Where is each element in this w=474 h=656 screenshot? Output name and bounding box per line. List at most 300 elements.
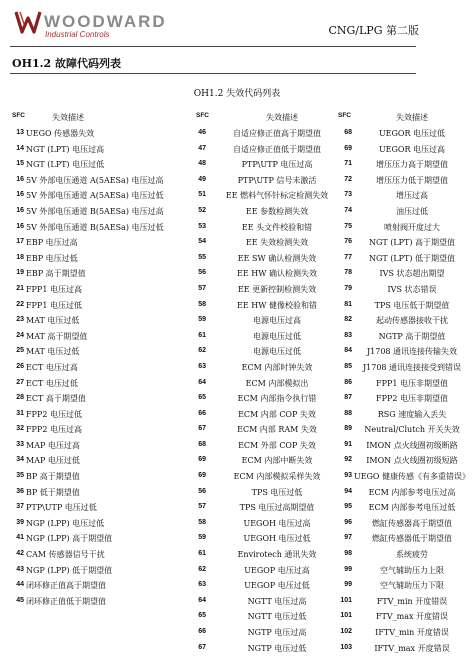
sfc-code: 103	[340, 643, 352, 651]
table-row	[338, 391, 474, 407]
fault-description: NGTP 电压过低	[247, 643, 307, 653]
sfc-code: 14	[16, 144, 24, 152]
table-row	[196, 220, 346, 236]
sfc-code: 87	[344, 394, 352, 402]
sfc-code: 16	[16, 191, 24, 199]
sfc-code: 61	[198, 331, 206, 339]
table-row	[12, 391, 182, 407]
table-row	[12, 453, 182, 469]
fault-description: J1708 通讯连接传输失效	[366, 347, 458, 357]
table-row	[12, 578, 182, 594]
fault-description: NGTT 电压过低	[247, 612, 307, 622]
table-row	[12, 547, 182, 563]
sfc-code: 54	[198, 238, 206, 246]
fault-description: EE 参数检测失效	[245, 206, 309, 216]
sfc-code: 43	[16, 565, 24, 573]
table-row	[196, 173, 346, 189]
table-row	[196, 500, 346, 516]
sfc-code: 97	[344, 534, 352, 542]
table-row	[338, 469, 474, 485]
table-row	[196, 282, 346, 298]
table-row	[12, 485, 182, 501]
table-row	[12, 329, 182, 345]
sfc-code: 32	[16, 425, 24, 433]
sfc-code: 93	[344, 472, 352, 480]
fault-description: NGP (LPP) 电压过低	[26, 518, 105, 528]
sfc-code: 16	[16, 206, 24, 214]
sfc-code: 33	[16, 440, 24, 448]
table-row	[196, 235, 346, 251]
sfc-code: 69	[344, 144, 352, 152]
fault-description: ECM 内部中断失效	[241, 456, 313, 466]
table-row	[196, 204, 346, 220]
sfc-code: 56	[198, 487, 206, 495]
table-row	[12, 235, 182, 251]
sfc-code: 73	[344, 191, 352, 199]
fault-description: IMON 点火线圈初级断路	[366, 440, 458, 450]
sfc-code: 92	[344, 456, 352, 464]
sfc-code: 72	[344, 175, 352, 183]
sfc-code: 81	[344, 300, 352, 308]
sfc-code: 18	[16, 253, 24, 261]
fault-description: PTP\UTP 信号未激活	[237, 175, 317, 185]
fault-description: NGP (LPP) 高于期望值	[26, 534, 113, 544]
desc-header: 失效描述	[52, 113, 84, 122]
sfc-code: 24	[16, 331, 24, 339]
sfc-code: 45	[16, 596, 24, 604]
sfc-code: 25	[16, 347, 24, 355]
sfc-code: 88	[344, 409, 352, 417]
sfc-code: 99	[344, 565, 352, 573]
fault-description: BP 低于期望值	[26, 487, 80, 497]
table-row	[338, 188, 474, 204]
fault-description: EBP 电压过低	[26, 253, 78, 263]
sfc-code: 75	[344, 222, 352, 230]
table-row	[12, 157, 182, 173]
table-row	[12, 313, 182, 329]
fault-description: 喷射阀开度过大	[384, 222, 440, 232]
table-row	[12, 126, 182, 142]
table-row	[338, 298, 474, 314]
sfc-header: SFC	[338, 112, 351, 119]
table-row	[338, 594, 474, 610]
sfc-header: SFC	[12, 112, 25, 119]
fault-description: 起动传感器接收干扰	[376, 316, 448, 326]
sfc-code: 95	[344, 503, 352, 511]
sfc-code: 58	[198, 518, 206, 526]
sfc-code: 27	[16, 378, 24, 386]
fault-description: ECM 内部模拟出	[245, 378, 309, 388]
table-row	[12, 188, 182, 204]
fault-description: MAT 电压过低	[26, 347, 80, 357]
fault-description: 5V 外部电压通道 A(5AESa) 电压过高	[26, 175, 164, 185]
sfc-code: 61	[198, 550, 206, 558]
table-row	[196, 563, 346, 579]
section-rule	[10, 73, 416, 74]
table-row	[12, 142, 182, 158]
sfc-code: 41	[16, 534, 24, 542]
sfc-code: 37	[16, 503, 24, 511]
fault-description: 闭环修正值高于期望值	[26, 581, 106, 591]
sfc-code: 59	[198, 534, 206, 542]
fault-description: PTP\UTP 电压过高	[241, 160, 313, 170]
fault-description: FPP2 电压非期望值	[376, 394, 448, 404]
sfc-code: 62	[198, 347, 206, 355]
sfc-code: 16	[16, 175, 24, 183]
fault-description: EE HW 确认检测失效	[237, 269, 317, 279]
table-row	[12, 516, 182, 532]
table-row	[196, 360, 346, 376]
table-row	[196, 453, 346, 469]
fault-description: 5V 外部电压通道 A(5AESa) 电压过低	[26, 191, 164, 201]
fault-description: MAT 电压过低	[26, 316, 80, 326]
table-row	[12, 422, 182, 438]
fault-description: MAT 高于期望值	[26, 331, 88, 341]
fault-description: UEGO 健康传感《有多重错误》	[353, 472, 471, 482]
sfc-code: 22	[16, 300, 24, 308]
fault-description: UEGOH 电压过低	[243, 534, 311, 544]
fault-description: 5V 外部电压通道 B(5AESa) 电压过低	[26, 222, 164, 232]
table-row	[338, 266, 474, 282]
fault-description: ECM 内部 COP 失效	[238, 409, 316, 419]
fault-description: EE SW 确认检测失效	[237, 253, 317, 263]
table-row	[12, 220, 182, 236]
table-row	[196, 376, 346, 392]
table-row	[12, 500, 182, 516]
sfc-code: 69	[198, 472, 206, 480]
fault-description: 电源电压过低	[253, 347, 301, 357]
column-header	[196, 112, 346, 126]
table-row	[338, 344, 474, 360]
sfc-code: 52	[198, 206, 206, 214]
fault-description: NGTP 电压过高	[247, 628, 307, 637]
fault-description: TPS 电压低于期望值	[374, 300, 450, 310]
sfc-code: 82	[344, 316, 352, 324]
fault-description: 增压过高	[396, 191, 428, 201]
table-row	[338, 563, 474, 579]
fault-description: TPS 电压过高期望值	[239, 503, 315, 513]
sfc-code: 101	[340, 612, 352, 620]
sfc-code: 42	[16, 550, 24, 558]
fault-description: ECT 高于期望值	[26, 394, 86, 404]
table-row	[12, 173, 182, 189]
sfc-code: 17	[16, 238, 24, 246]
table-row	[338, 251, 474, 267]
table-row	[12, 360, 182, 376]
fault-description: 燃缸传感器高于期望值	[372, 518, 452, 528]
sfc-code: 96	[344, 518, 352, 526]
table-row	[196, 547, 346, 563]
fault-description: FPP1 电压非期望值	[376, 378, 448, 388]
sfc-code: 77	[344, 253, 352, 261]
table-row	[196, 438, 346, 454]
sfc-code: 19	[16, 269, 24, 277]
sfc-code: 57	[198, 503, 206, 511]
sfc-code: 91	[344, 440, 352, 448]
table-row	[338, 376, 474, 392]
fault-description: NGT (LPT) 高于期望值	[368, 238, 456, 248]
table-row	[12, 594, 182, 610]
sfc-code: 84	[344, 347, 352, 355]
fault-description: UEGO 传感器失效	[26, 129, 95, 138]
table-row	[196, 625, 346, 641]
sfc-code: 56	[198, 269, 206, 277]
header-rule	[10, 46, 416, 47]
fault-description: Envirotech 通讯失效	[237, 550, 317, 560]
sfc-code: 76	[344, 238, 352, 246]
fault-description: IVS 状态错误	[387, 284, 437, 294]
table-row	[196, 469, 346, 485]
sfc-code: 39	[16, 518, 24, 526]
sfc-code: 67	[198, 643, 206, 651]
fault-description: IFTV_min 开度错误	[375, 628, 449, 637]
fault-description: EE 头文件校验和错	[241, 222, 313, 232]
table-row	[338, 453, 474, 469]
sfc-code: 67	[198, 425, 206, 433]
sfc-header: SFC	[196, 112, 209, 119]
table-row	[196, 126, 346, 142]
table-row	[196, 531, 346, 547]
sfc-code: 63	[198, 362, 206, 370]
table-row	[196, 188, 346, 204]
sfc-code: 102	[340, 628, 352, 635]
fault-description: IFTV_max 开度错误	[374, 643, 450, 653]
table-row	[12, 438, 182, 454]
fault-description: 油压过低	[396, 206, 428, 216]
table-row	[196, 266, 346, 282]
table-row	[338, 438, 474, 454]
sfc-code: 58	[198, 300, 206, 308]
sfc-code: 65	[198, 394, 206, 402]
fault-description: 增压压力高于期望值	[376, 160, 448, 170]
sfc-code: 89	[344, 425, 352, 433]
table-row	[338, 157, 474, 173]
fault-description: ECT 电压过低	[26, 378, 78, 388]
table-row	[12, 563, 182, 579]
table-row	[196, 407, 346, 423]
fault-description: RSG 速度输入丢失	[377, 409, 447, 419]
fault-description: NGP (LPP) 低于期望值	[26, 565, 113, 575]
code-column-1	[12, 112, 182, 609]
fault-description: FPP2 电压过高	[26, 425, 82, 435]
fault-description: UEGOP 电压过高	[244, 565, 310, 575]
fault-description: EE 失效检测失效	[245, 238, 309, 248]
table-row	[196, 391, 346, 407]
fault-description: 空气辅助压力下限	[380, 581, 444, 591]
fault-description: 增压压力低于期望值	[376, 175, 448, 185]
fault-description: EE HW 健像校验和错	[237, 300, 317, 310]
fault-description: BP 高于期望值	[26, 472, 80, 482]
fault-description: ECM 内部指令执行错	[237, 394, 317, 404]
table-row	[196, 157, 346, 173]
table-row	[338, 204, 474, 220]
sfc-code: 59	[198, 316, 206, 324]
sfc-code: 47	[198, 144, 206, 152]
table-row	[196, 344, 346, 360]
section-title: OH1.2 故障代码列表	[12, 57, 121, 70]
edition-label: CNG/LPG 第二版	[328, 24, 419, 37]
table-row	[338, 142, 474, 158]
sfc-code: 85	[344, 362, 352, 370]
fault-description: TPS 电压过低	[251, 487, 303, 497]
woodward-logo-icon	[14, 8, 42, 36]
fault-description: MAP 电压过高	[26, 440, 80, 450]
sfc-code: 65	[198, 612, 206, 620]
fault-description: Neutral/Clutch 开关失效	[364, 425, 460, 435]
fault-description: UEGOH 电压过高	[243, 518, 311, 528]
table-row	[338, 235, 474, 251]
fault-description: 自适应修正值低于期望值	[233, 144, 321, 154]
table-row	[338, 407, 474, 423]
fault-description: 空气辅助压力上限	[380, 565, 444, 575]
table-row	[12, 204, 182, 220]
sfc-code: 101	[340, 596, 352, 604]
table-row	[338, 360, 474, 376]
table-row	[338, 126, 474, 142]
table-row	[12, 282, 182, 298]
table-row	[12, 469, 182, 485]
fault-description: UEGOR 电压过高	[378, 144, 446, 154]
table-row	[12, 298, 182, 314]
fault-description: UEGOP 电压过低	[244, 581, 310, 591]
fault-description: 自适应修正值高于期望值	[233, 129, 321, 138]
desc-header: 失效描述	[266, 113, 298, 122]
sfc-code: 69	[198, 456, 206, 464]
fault-description: PTP\UTP 电压过低	[26, 503, 97, 513]
table-row	[196, 142, 346, 158]
sfc-code: 66	[198, 409, 206, 417]
fault-description: ECM 外部 COP 失效	[238, 440, 316, 450]
table-row	[338, 485, 474, 501]
fault-description: ECM 内部参考电压过低	[368, 503, 456, 513]
fault-description: NGTP 高于期望值	[378, 331, 446, 341]
code-column-3	[338, 112, 474, 656]
sfc-code: 79	[344, 284, 352, 292]
table-row	[12, 266, 182, 282]
table-row	[338, 173, 474, 189]
fault-description: 电源电压过高	[253, 316, 301, 326]
table-row	[338, 547, 474, 563]
sfc-code: 23	[16, 316, 24, 324]
table-row	[196, 594, 346, 610]
table-row	[338, 422, 474, 438]
fault-description: 5V 外部电压通道 B(5AESa) 电压过高	[26, 206, 164, 216]
sfc-code: 48	[198, 160, 206, 168]
fault-description: ECT 电压过高	[26, 362, 78, 372]
sfc-code: 74	[344, 206, 352, 214]
fault-description: FPP1 电压过高	[26, 284, 82, 294]
fault-description: NGT (LPT) 电压过低	[26, 160, 105, 170]
table-row	[338, 516, 474, 532]
fault-description: MAP 电压过低	[26, 456, 80, 466]
sfc-code: 68	[198, 440, 206, 448]
sfc-code: 44	[16, 581, 24, 589]
fault-description: FTV_min 开度错误	[376, 596, 448, 606]
sfc-code: 68	[344, 129, 352, 136]
brand-subtitle: Industrial Controls	[45, 30, 110, 39]
sfc-code: 16	[16, 222, 24, 230]
sfc-code: 51	[198, 191, 206, 199]
table-row	[12, 376, 182, 392]
sfc-code: 34	[16, 456, 24, 464]
table-row	[12, 407, 182, 423]
sfc-code: 78	[344, 269, 352, 277]
sfc-code: 83	[344, 331, 352, 339]
code-column-2	[196, 112, 346, 656]
table-row	[196, 422, 346, 438]
sfc-code: 63	[198, 581, 206, 589]
table-row	[196, 251, 346, 267]
table-row	[338, 625, 474, 641]
sfc-code: 26	[16, 362, 24, 370]
fault-description: NGT (LPT) 电压过高	[26, 144, 105, 154]
sfc-code: 36	[16, 487, 24, 495]
table-row	[338, 220, 474, 236]
fault-description: J1708 通讯连接接受到错误	[362, 362, 462, 372]
sfc-code: 13	[16, 129, 24, 136]
table-row	[196, 578, 346, 594]
sfc-code: 62	[198, 565, 206, 573]
sfc-code: 66	[198, 628, 206, 635]
table-row	[12, 344, 182, 360]
fault-description: 系统疲劳	[396, 550, 428, 560]
fault-description: FTV_max 开度错误	[375, 612, 449, 622]
fault-description: FPP2 电压过低	[26, 409, 82, 419]
brand-name: WOODWARD	[44, 12, 167, 31]
fault-description: 电源电压过低	[253, 331, 301, 341]
fault-description: CAM 传感器信号干扰	[26, 550, 105, 560]
table-row	[196, 609, 346, 625]
sfc-code: 64	[198, 596, 206, 604]
fault-description: 闭环修正值低于期望值	[26, 596, 106, 606]
sfc-code: 46	[198, 129, 206, 136]
sfc-code: 55	[198, 253, 206, 261]
table-row	[338, 313, 474, 329]
table-row	[338, 500, 474, 516]
table-row	[338, 329, 474, 345]
table-row	[196, 516, 346, 532]
fault-description: IMON 点火线圈初级短路	[366, 456, 458, 466]
table-row	[338, 609, 474, 625]
fault-description: UEGOR 电压过低	[378, 129, 446, 138]
table-row	[338, 531, 474, 547]
table-row	[12, 251, 182, 267]
sfc-code: 53	[198, 222, 206, 230]
column-header	[338, 112, 474, 126]
sfc-code: 21	[16, 284, 24, 292]
table-row	[196, 485, 346, 501]
sfc-code: 15	[16, 160, 24, 168]
sfc-code: 71	[344, 160, 352, 168]
sfc-code: 86	[344, 378, 352, 386]
woodward-logo	[14, 8, 174, 42]
sfc-code: 31	[16, 409, 24, 417]
fault-description: EBP 高于期望值	[26, 269, 86, 279]
table-row	[196, 298, 346, 314]
sfc-code: 64	[198, 378, 206, 386]
sfc-code: 57	[198, 284, 206, 292]
fault-description: FPP1 电压过低	[26, 300, 82, 310]
table-row	[196, 313, 346, 329]
sfc-code: 94	[344, 487, 352, 495]
sfc-code: 35	[16, 472, 24, 480]
table-row	[338, 578, 474, 594]
fault-description: IVS 状态超出期望	[379, 269, 445, 279]
table-row	[12, 531, 182, 547]
desc-header: 失效描述	[396, 113, 428, 122]
column-header	[12, 112, 182, 126]
fault-description: ECM 内部 RAM 失效	[237, 425, 317, 435]
